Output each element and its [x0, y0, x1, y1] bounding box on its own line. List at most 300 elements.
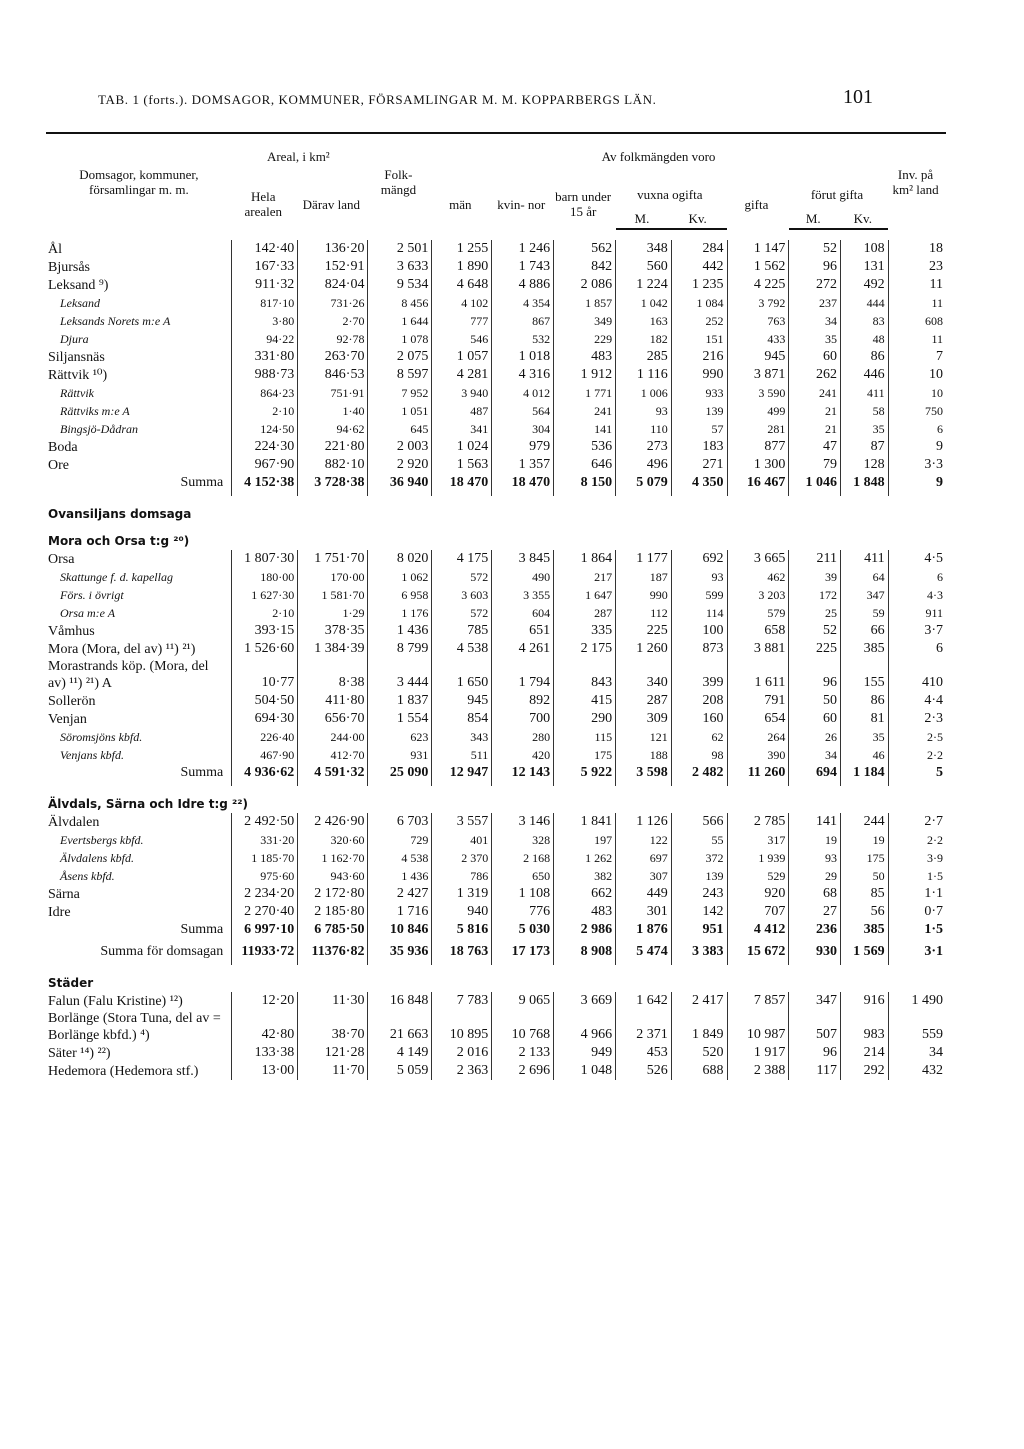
cell: 142·40 — [232, 240, 298, 258]
cell: 6 — [888, 568, 946, 586]
cell: 1 046 — [789, 474, 841, 496]
cell: 401 — [432, 831, 492, 849]
cell: 343 — [432, 728, 492, 746]
cell: 244·00 — [298, 728, 368, 746]
cell: 3 665 — [727, 550, 789, 568]
table-row — [46, 550, 946, 568]
table-row — [46, 366, 946, 384]
cell: 11·70 — [298, 1062, 368, 1080]
table-row — [46, 330, 946, 348]
cell: 141 — [789, 813, 841, 831]
cell: 121 — [616, 728, 672, 746]
cell: 115 — [554, 728, 616, 746]
table-row — [46, 348, 946, 366]
cell: 2 920 — [368, 456, 432, 474]
cell: 9 534 — [368, 276, 432, 294]
cell: 117 — [789, 1062, 841, 1080]
cell: 19 — [789, 831, 841, 849]
cell: 12 143 — [492, 764, 554, 786]
cell: 1 581·70 — [298, 586, 368, 604]
cell: 86 — [841, 692, 889, 710]
row-name: Evertsbergs kbfd. — [60, 833, 144, 847]
row-name: Älvdalens kbfd. — [60, 851, 134, 865]
cell: 2·2 — [888, 831, 946, 849]
cell: 504·50 — [232, 692, 298, 710]
row-name: Särna — [48, 887, 80, 902]
cell: 442 — [671, 258, 727, 276]
cell: 1·29 — [298, 604, 368, 622]
cell: 694 — [789, 764, 841, 786]
cell: 50 — [841, 867, 889, 885]
cell: 96 — [789, 658, 841, 692]
cell: 172 — [789, 586, 841, 604]
row-name: Bjursås — [48, 260, 90, 275]
cell: 304 — [492, 420, 554, 438]
table-row — [46, 384, 946, 402]
cell: 3 669 — [554, 992, 616, 1010]
cell: 34 — [888, 1044, 946, 1062]
summary-row — [46, 474, 946, 496]
table-row — [46, 312, 946, 330]
cell: 93 — [671, 568, 727, 586]
cell: 175 — [554, 746, 616, 764]
cell: 21 — [789, 420, 841, 438]
col-name: Domsagor, kommuner, församlingar m. m. — [46, 133, 232, 229]
cell: 499 — [727, 402, 789, 420]
cell: 35 — [841, 728, 889, 746]
cell: 8 456 — [368, 294, 432, 312]
cell: 949 — [554, 1044, 616, 1062]
cell: 6 785·50 — [298, 921, 368, 943]
cell: 244 — [841, 813, 889, 831]
cell: 68 — [789, 885, 841, 903]
cell: 566 — [671, 813, 727, 831]
table-row — [46, 622, 946, 640]
summary-label: Summa — [180, 475, 224, 490]
col-darav: Därav land — [302, 196, 361, 212]
cell: 1 716 — [368, 903, 432, 921]
spacer-row — [46, 229, 946, 240]
cell: 3 383 — [671, 943, 727, 965]
cell: 658 — [727, 622, 789, 640]
table-row — [46, 831, 946, 849]
cell: 911·32 — [232, 276, 298, 294]
cell: 83 — [841, 312, 889, 330]
cell: 483 — [554, 903, 616, 921]
cell: 411·80 — [298, 692, 368, 710]
page-header — [98, 86, 898, 114]
section-row — [46, 965, 946, 992]
cell: 133·38 — [232, 1044, 298, 1062]
cell: 623 — [368, 728, 432, 746]
col-forut-kv: Kv. — [841, 209, 889, 229]
cell: 1 890 — [432, 258, 492, 276]
cell: 2 363 — [432, 1062, 492, 1080]
cell: 225 — [616, 622, 672, 640]
cell: 4 316 — [492, 366, 554, 384]
cell: 662 — [554, 885, 616, 903]
cell: 1 184 — [841, 764, 889, 786]
cell: 945 — [432, 692, 492, 710]
cell: 27 — [789, 903, 841, 921]
cell: 945 — [727, 348, 789, 366]
cell: 2·2 — [888, 746, 946, 764]
row-name: Hedemora (Hedemora stf.) — [48, 1064, 199, 1079]
cell: 3 444 — [368, 658, 432, 692]
cell: 882·10 — [298, 456, 368, 474]
cell: 4 175 — [432, 550, 492, 568]
cell: 5 816 — [432, 921, 492, 943]
cell: 4 591·32 — [298, 764, 368, 786]
cell: 2 371 — [616, 1010, 672, 1044]
cell: 3·9 — [888, 849, 946, 867]
cell: 60 — [789, 710, 841, 728]
cell: 21 663 — [368, 1010, 432, 1044]
cell: 58 — [841, 402, 889, 420]
cell: 347 — [841, 586, 889, 604]
cell: 930 — [789, 943, 841, 965]
cell: 1 650 — [432, 658, 492, 692]
cell: 4 149 — [368, 1044, 432, 1062]
cell: 2 075 — [368, 348, 432, 366]
cell: 867 — [492, 312, 554, 330]
cell: 79 — [789, 456, 841, 474]
cell: 975·60 — [232, 867, 298, 885]
cell: 183 — [671, 438, 727, 456]
cell: 11 260 — [727, 764, 789, 786]
cell: 4 538 — [368, 849, 432, 867]
cell: 2·5 — [888, 728, 946, 746]
cell: 1 262 — [554, 849, 616, 867]
cell: 7 783 — [432, 992, 492, 1010]
cell: 2 175 — [554, 640, 616, 658]
cell: 750 — [888, 402, 946, 420]
cell: 81 — [841, 710, 889, 728]
cell: 18 470 — [492, 474, 554, 496]
cell: 483 — [554, 348, 616, 366]
cell: 3 845 — [492, 550, 554, 568]
cell: 1 147 — [727, 240, 789, 258]
cell: 983 — [841, 1010, 889, 1044]
cell: 817·10 — [232, 294, 298, 312]
cell: 229 — [554, 330, 616, 348]
cell: 9 — [888, 438, 946, 456]
row-name: Ore — [48, 458, 69, 473]
cell: 4 936·62 — [232, 764, 298, 786]
cell: 284 — [671, 240, 727, 258]
cell: 943·60 — [298, 867, 368, 885]
cell: 114 — [671, 604, 727, 622]
cell: 237 — [789, 294, 841, 312]
cell: 1 771 — [554, 384, 616, 402]
cell: 11·30 — [298, 992, 368, 1010]
cell: 487 — [432, 402, 492, 420]
cell: 776 — [492, 903, 554, 921]
cell: 1 611 — [727, 658, 789, 692]
cell: 559 — [888, 1010, 946, 1044]
cell: 341 — [432, 420, 492, 438]
table-row — [46, 604, 946, 622]
cell: 6 — [888, 420, 946, 438]
cell: 3 728·38 — [298, 474, 368, 496]
cell: 1·40 — [298, 402, 368, 420]
cell: 131 — [841, 258, 889, 276]
cell: 5 474 — [616, 943, 672, 965]
cell: 225 — [789, 640, 841, 658]
section-row — [46, 786, 946, 813]
row-name: Rättvik — [60, 386, 94, 400]
cell: 656·70 — [298, 710, 368, 728]
row-name: Ål — [48, 242, 62, 257]
cell: 731·26 — [298, 294, 368, 312]
cell: 824·04 — [298, 276, 368, 294]
cell: 3 355 — [492, 586, 554, 604]
cell: 4 350 — [671, 474, 727, 496]
cell: 29 — [789, 867, 841, 885]
cell: 1 357 — [492, 456, 554, 474]
cell: 2·7 — [888, 813, 946, 831]
col-man: män — [449, 196, 472, 212]
cell: 46 — [841, 746, 889, 764]
cell: 121·28 — [298, 1044, 368, 1062]
cell: 692 — [671, 550, 727, 568]
cell: 791 — [727, 692, 789, 710]
cell: 6 — [888, 640, 946, 658]
cell: 94·62 — [298, 420, 368, 438]
cell: 2 426·90 — [298, 813, 368, 831]
cell: 2 696 — [492, 1062, 554, 1080]
cell: 1 642 — [616, 992, 672, 1010]
cell: 11 — [888, 330, 946, 348]
cell: 287 — [616, 692, 672, 710]
cell: 7 952 — [368, 384, 432, 402]
cell: 280 — [492, 728, 554, 746]
cell: 4·3 — [888, 586, 946, 604]
col-areal: Areal, i km² — [232, 133, 368, 179]
cell: 1 569 — [841, 943, 889, 965]
cell: 951 — [671, 921, 727, 943]
row-name: Venjan — [48, 712, 87, 727]
cell: 646 — [554, 456, 616, 474]
cell: 1·5 — [888, 921, 946, 943]
table-row — [46, 1010, 946, 1044]
cell: 1 042 — [616, 294, 672, 312]
cell: 11376·82 — [298, 943, 368, 965]
cell: 320·60 — [298, 831, 368, 849]
cell: 11 — [888, 294, 946, 312]
col-hela: Hela arealen — [244, 189, 283, 219]
table-row — [46, 849, 946, 867]
cell: 1·1 — [888, 885, 946, 903]
cell: 216 — [671, 348, 727, 366]
cell: 217 — [554, 568, 616, 586]
cell: 50 — [789, 692, 841, 710]
cell: 4 012 — [492, 384, 554, 402]
cell: 87 — [841, 438, 889, 456]
cell: 2 986 — [554, 921, 616, 943]
cell: 694·30 — [232, 710, 298, 728]
cell: 1 116 — [616, 366, 672, 384]
cell: 25 — [789, 604, 841, 622]
cell: 236 — [789, 921, 841, 943]
cell: 877 — [727, 438, 789, 456]
cell: 35 — [789, 330, 841, 348]
row-name: Leksands Norets m:e A — [60, 314, 171, 328]
cell: 98 — [671, 746, 727, 764]
cell: 572 — [432, 604, 492, 622]
cell: 1 554 — [368, 710, 432, 728]
cell: 1 743 — [492, 258, 554, 276]
row-name: Bingsjö-Dådran — [60, 422, 138, 436]
cell: 1 051 — [368, 402, 432, 420]
cell: 8 150 — [554, 474, 616, 496]
col-forut-m: M. — [789, 209, 841, 229]
cell: 2 234·20 — [232, 885, 298, 903]
cell: 415 — [554, 692, 616, 710]
cell: 264 — [727, 728, 789, 746]
cell: 529 — [727, 867, 789, 885]
table-row — [46, 586, 946, 604]
cell: 988·73 — [232, 366, 298, 384]
cell: 1 490 — [888, 992, 946, 1010]
cell: 378·35 — [298, 622, 368, 640]
cell: 892 — [492, 692, 554, 710]
cell: 1 224 — [616, 276, 672, 294]
statistics-table — [46, 132, 946, 1080]
cell: 1 024 — [432, 438, 492, 456]
cell: 1 162·70 — [298, 849, 368, 867]
cell: 18 470 — [432, 474, 492, 496]
cell: 10·77 — [232, 658, 298, 692]
summary-row — [46, 943, 946, 965]
cell: 136·20 — [298, 240, 368, 258]
cell: 25 090 — [368, 764, 432, 786]
cell: 187 — [616, 568, 672, 586]
cell: 2 501 — [368, 240, 432, 258]
cell: 5 — [888, 764, 946, 786]
cell: 19 — [841, 831, 889, 849]
cell: 562 — [554, 240, 616, 258]
cell: 5 079 — [616, 474, 672, 496]
cell: 1 300 — [727, 456, 789, 474]
col-kvin: kvin- nor — [497, 196, 546, 212]
row-name: Boda — [48, 440, 78, 455]
cell: 1 255 — [432, 240, 492, 258]
cell: 287 — [554, 604, 616, 622]
cell: 1 057 — [432, 348, 492, 366]
cell: 507 — [789, 1010, 841, 1044]
cell: 2 185·80 — [298, 903, 368, 921]
row-name: Siljansnäs — [48, 350, 105, 365]
cell: 967·90 — [232, 456, 298, 474]
cell: 453 — [616, 1044, 672, 1062]
cell: 34 — [789, 312, 841, 330]
cell: 492 — [841, 276, 889, 294]
cell: 13·00 — [232, 1062, 298, 1080]
cell: 786 — [432, 867, 492, 885]
cell: 1 647 — [554, 586, 616, 604]
cell: 3 598 — [616, 764, 672, 786]
cell: 167·33 — [232, 258, 298, 276]
cell: 1 939 — [727, 849, 789, 867]
cell: 1 108 — [492, 885, 554, 903]
cell: 604 — [492, 604, 554, 622]
table-row — [46, 903, 946, 921]
cell: 160 — [671, 710, 727, 728]
cell: 3·80 — [232, 312, 298, 330]
row-name: Förs. i övrigt — [60, 588, 124, 602]
summary-label: Summa — [180, 922, 224, 937]
summary-label: Summa — [180, 765, 224, 780]
cell: 23 — [888, 258, 946, 276]
summary-row — [46, 764, 946, 786]
cell: 846·53 — [298, 366, 368, 384]
cell: 12·20 — [232, 992, 298, 1010]
table-row — [46, 402, 946, 420]
table-header — [46, 133, 946, 229]
cell: 4 648 — [432, 276, 492, 294]
table-row — [46, 456, 946, 474]
section-heading: Städer — [48, 976, 94, 990]
cell: 4 412 — [727, 921, 789, 943]
cell: 1 436 — [368, 867, 432, 885]
cell: 2 388 — [727, 1062, 789, 1080]
cell: 449 — [616, 885, 672, 903]
cell: 9 065 — [492, 992, 554, 1010]
cell: 110 — [616, 420, 672, 438]
cell: 4 538 — [432, 640, 492, 658]
cell: 608 — [888, 312, 946, 330]
cell: 933 — [671, 384, 727, 402]
cell: 8 597 — [368, 366, 432, 384]
cell: 1·5 — [888, 867, 946, 885]
cell: 214 — [841, 1044, 889, 1062]
cell: 990 — [671, 366, 727, 384]
cell: 6 703 — [368, 813, 432, 831]
cell: 188 — [616, 746, 672, 764]
cell: 331·20 — [232, 831, 298, 849]
cell: 94·22 — [232, 330, 298, 348]
table-row — [46, 992, 946, 1010]
cell: 1 751·70 — [298, 550, 368, 568]
cell: 1 562 — [727, 258, 789, 276]
cell: 34 — [789, 746, 841, 764]
cell: 3 940 — [432, 384, 492, 402]
cell: 142 — [671, 903, 727, 921]
cell: 1 912 — [554, 366, 616, 384]
cell: 2·3 — [888, 710, 946, 728]
cell: 1 185·70 — [232, 849, 298, 867]
cell: 197 — [554, 831, 616, 849]
row-name: Söromsjöns kbfd. — [60, 730, 143, 744]
cell: 93 — [789, 849, 841, 867]
cell: 52 — [789, 622, 841, 640]
col-vuxna: vuxna ogifta — [637, 186, 703, 202]
cell: 241 — [789, 384, 841, 402]
table-row — [46, 746, 946, 764]
cell: 1 849 — [671, 1010, 727, 1044]
cell: 3 603 — [432, 586, 492, 604]
cell: 271 — [671, 456, 727, 474]
cell: 59 — [841, 604, 889, 622]
cell: 432 — [888, 1062, 946, 1080]
cell: 2 016 — [432, 1044, 492, 1062]
cell: 1 235 — [671, 276, 727, 294]
cell: 1 384·39 — [298, 640, 368, 658]
row-name: Våmhus — [48, 624, 95, 639]
cell: 26 — [789, 728, 841, 746]
cell: 5 030 — [492, 921, 554, 943]
